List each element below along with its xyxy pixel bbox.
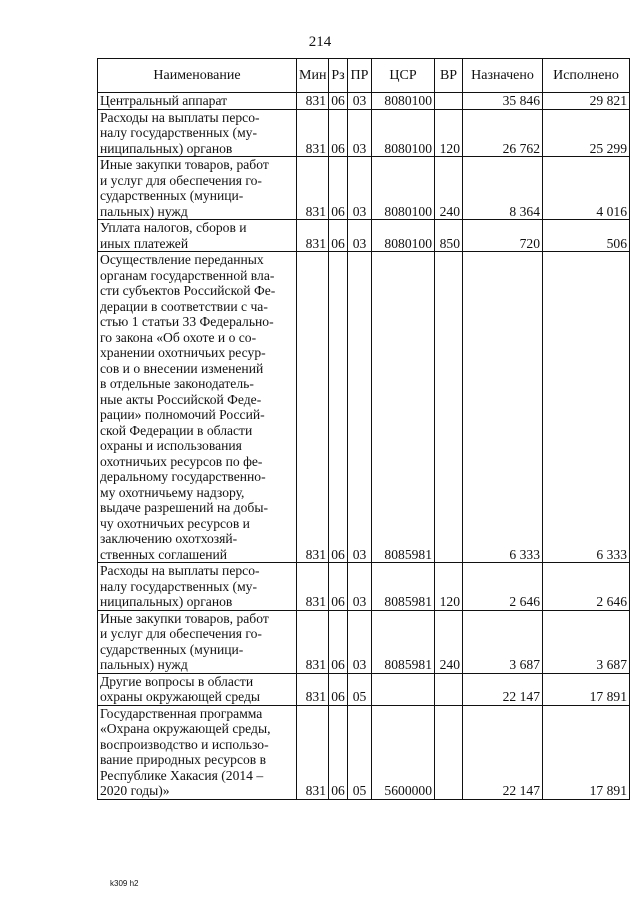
row-name: Другие вопросы в области охраны окружающей среды xyxy=(98,673,297,705)
row-ispolneno: 29 821 xyxy=(543,93,630,110)
row-rz: 06 xyxy=(329,673,348,705)
row-rz: 06 xyxy=(329,705,348,799)
header-name: Наименование xyxy=(98,59,297,93)
row-ispolneno: 6 333 xyxy=(543,252,630,563)
table-row xyxy=(98,252,630,563)
table-row xyxy=(98,220,630,252)
row-vr xyxy=(435,252,463,563)
row-vr: 120 xyxy=(435,563,463,611)
row-pr: 05 xyxy=(348,705,372,799)
header-pr: ПР xyxy=(348,59,372,93)
row-naznacheno: 35 846 xyxy=(463,93,543,110)
row-vr xyxy=(435,93,463,110)
row-name: Осуществление переданных органам государственной вла- сти субъектов Российской Фе- дерации в соответствии с ча- стью 1 статьи 33 Федерально- го закона «Об охоте и о со- хранении охотничьих ресур- сов и о внесении изменений в отдельные законодатель- ные акты Российской Феде- рации» полномочий Россий- ской Федерации в области охраны и использования охотничьих ресурсов по фе- деральному государственно- му охотничьему надзору, выдаче разрешений на добы- чу охотничьих ресурсов и заключению охотхозяй- ственных соглашений xyxy=(98,252,297,563)
table-row xyxy=(98,93,630,110)
row-pr: 03 xyxy=(348,93,372,110)
row-name: Расходы на выплаты персо- налу государственных (му- ниципальных) органов xyxy=(98,109,297,157)
row-rz: 06 xyxy=(329,109,348,157)
row-rz: 06 xyxy=(329,220,348,252)
row-naznacheno: 3 687 xyxy=(463,610,543,673)
header-ispolneno: Исполнено xyxy=(543,59,630,93)
row-rz: 06 xyxy=(329,157,348,220)
row-name: Уплата налогов, сборов и иных платежей xyxy=(98,220,297,252)
row-ispolneno: 506 xyxy=(543,220,630,252)
row-naznacheno: 8 364 xyxy=(463,157,543,220)
row-vr xyxy=(435,673,463,705)
row-ispolneno: 2 646 xyxy=(543,563,630,611)
header-min: Мин xyxy=(297,59,329,93)
row-min: 831 xyxy=(297,673,329,705)
row-csr: 8085981 xyxy=(372,610,435,673)
header-naznacheno: Назначено xyxy=(463,59,543,93)
row-rz: 06 xyxy=(329,252,348,563)
row-vr xyxy=(435,705,463,799)
row-min: 831 xyxy=(297,705,329,799)
row-pr: 03 xyxy=(348,563,372,611)
table-row xyxy=(98,673,630,705)
row-pr: 03 xyxy=(348,610,372,673)
row-naznacheno: 720 xyxy=(463,220,543,252)
row-csr: 8080100 xyxy=(372,220,435,252)
row-name: Иные закупки товаров, работ и услуг для обеспечения го- сударственных (муници- пальных) нужд xyxy=(98,610,297,673)
row-rz: 06 xyxy=(329,610,348,673)
row-vr: 120 xyxy=(435,109,463,157)
row-naznacheno: 26 762 xyxy=(463,109,543,157)
row-vr: 240 xyxy=(435,610,463,673)
row-ispolneno: 25 299 xyxy=(543,109,630,157)
row-name: Расходы на выплаты персо- налу государственных (му- ниципальных) органов xyxy=(98,563,297,611)
row-min: 831 xyxy=(297,109,329,157)
row-vr: 850 xyxy=(435,220,463,252)
row-csr: 5600000 xyxy=(372,705,435,799)
row-pr: 03 xyxy=(348,157,372,220)
row-min: 831 xyxy=(297,563,329,611)
row-csr: 8085981 xyxy=(372,563,435,611)
table-header xyxy=(98,59,630,93)
row-rz: 06 xyxy=(329,563,348,611)
page-number: 214 xyxy=(308,34,332,50)
row-naznacheno: 2 646 xyxy=(463,563,543,611)
row-min: 831 xyxy=(297,93,329,110)
row-naznacheno: 22 147 xyxy=(463,705,543,799)
row-naznacheno: 6 333 xyxy=(463,252,543,563)
row-pr: 05 xyxy=(348,673,372,705)
row-min: 831 xyxy=(297,157,329,220)
row-ispolneno: 17 891 xyxy=(543,705,630,799)
header-csr: ЦСР xyxy=(372,59,435,93)
row-csr xyxy=(372,673,435,705)
table-row xyxy=(98,610,630,673)
table-row xyxy=(98,109,630,157)
table-row xyxy=(98,157,630,220)
row-csr: 8080100 xyxy=(372,109,435,157)
header-row xyxy=(98,59,630,93)
row-min: 831 xyxy=(297,220,329,252)
row-pr: 03 xyxy=(348,252,372,563)
row-naznacheno: 22 147 xyxy=(463,673,543,705)
row-csr: 8080100 xyxy=(372,157,435,220)
row-min: 831 xyxy=(297,252,329,563)
row-pr: 03 xyxy=(348,220,372,252)
header-vr: ВР xyxy=(435,59,463,93)
row-name: Центральный аппарат xyxy=(98,93,297,110)
footer-code: k309 h2 xyxy=(110,879,139,888)
header-rz: Рз xyxy=(329,59,348,93)
row-ispolneno: 17 891 xyxy=(543,673,630,705)
row-ispolneno: 4 016 xyxy=(543,157,630,220)
row-name: Иные закупки товаров, работ и услуг для обеспечения го- сударственных (муници- пальных) нужд xyxy=(98,157,297,220)
row-min: 831 xyxy=(297,610,329,673)
table-row xyxy=(98,563,630,611)
row-ispolneno: 3 687 xyxy=(543,610,630,673)
row-name: Государственная программа «Охрана окружающей среды, воспроизводство и использо- вание природных ресурсов в Республике Хакасия (2014 – 2020 годы)» xyxy=(98,705,297,799)
row-csr: 8085981 xyxy=(372,252,435,563)
budget-table xyxy=(97,58,630,800)
table-body xyxy=(98,93,630,800)
row-rz: 06 xyxy=(329,93,348,110)
row-pr: 03 xyxy=(348,109,372,157)
table-row xyxy=(98,705,630,799)
row-csr: 8080100 xyxy=(372,93,435,110)
row-vr: 240 xyxy=(435,157,463,220)
